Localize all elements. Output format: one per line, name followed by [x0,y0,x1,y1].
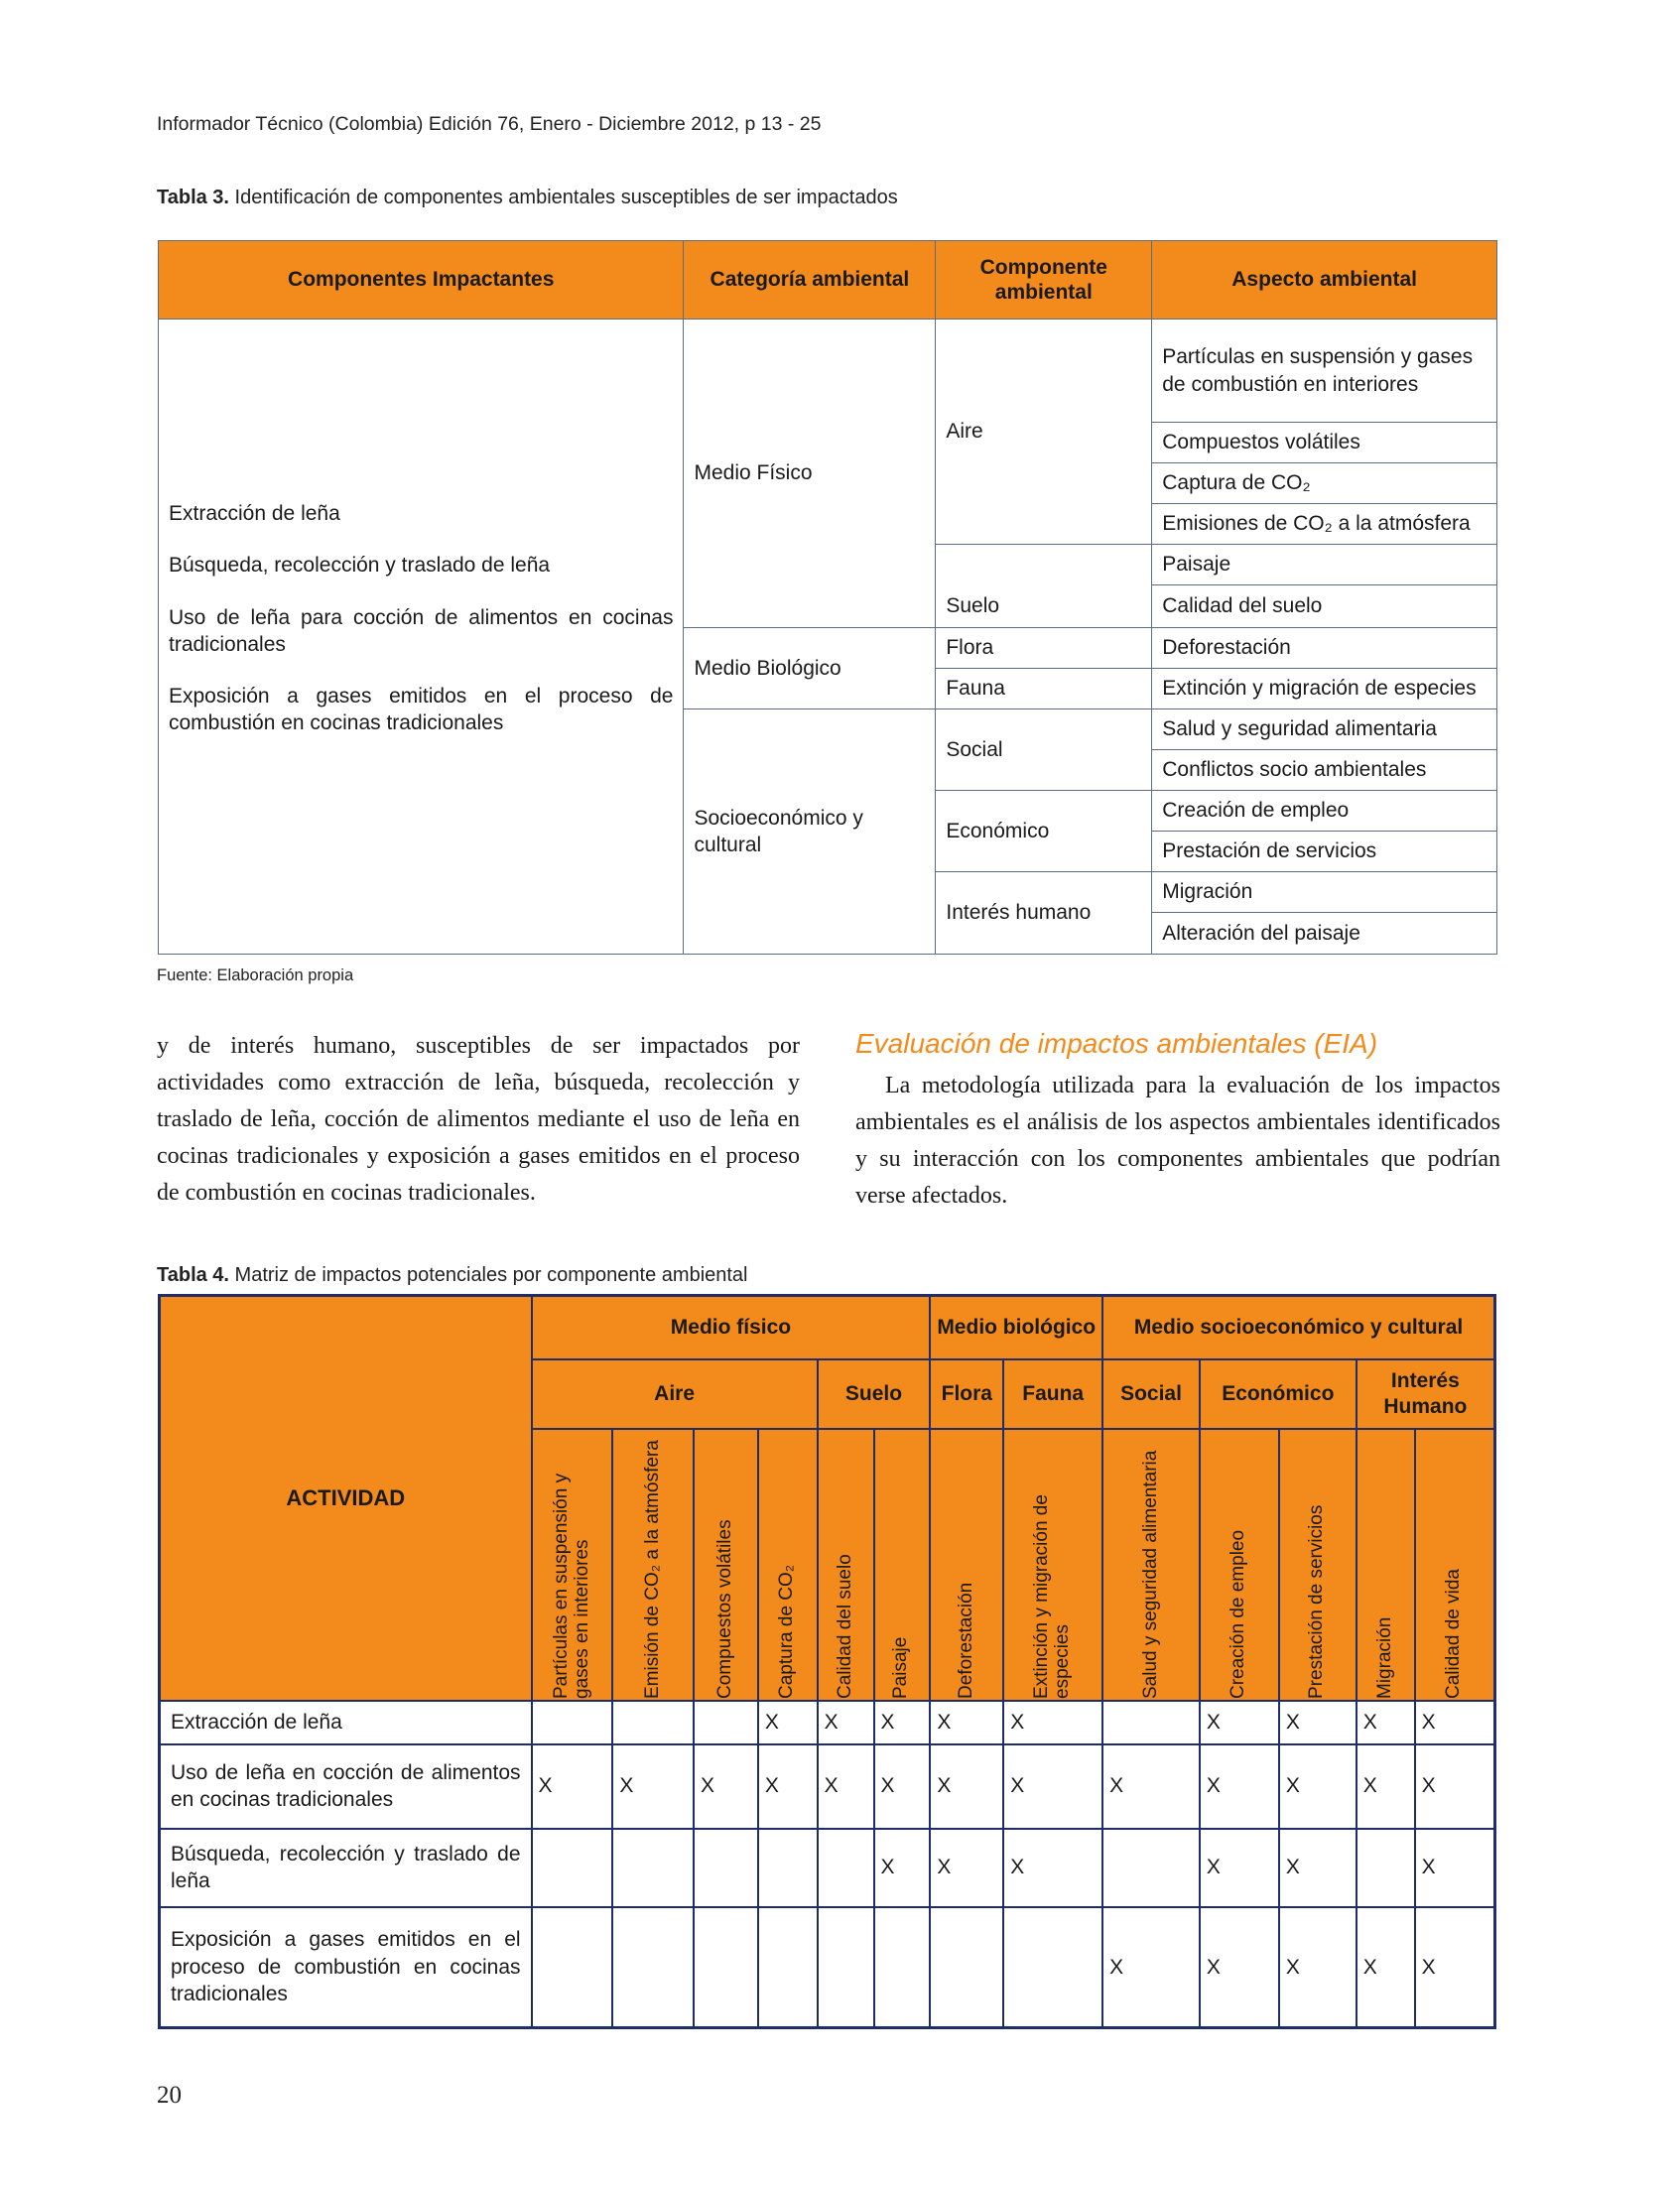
t4-mark-cell [612,1829,694,1907]
t4-column-header [1102,1429,1200,1701]
t3-activity: Uso de leña para cocción de alimentos en cocinas tradicionales [169,605,674,656]
t4-mark-cell [532,1701,613,1744]
t4-activity-cell: Búsqueda, recolección y traslado de leña [160,1829,532,1907]
t4-mark-cell: X [1003,1701,1102,1744]
t4-mark-cell: X [1357,1744,1415,1829]
t4-mark-cell [1357,1829,1415,1907]
t4-subgroup-header: Aire [532,1359,818,1429]
t4-column-header [1003,1429,1102,1701]
table3-header-row [159,241,1497,320]
t4-activity-cell: Exposición a gases emitidos en el proceso de combustión en cocinas tradicionales [160,1907,532,2028]
t4-column-header [1415,1429,1495,1701]
t4-mark-cell: X [1200,1744,1279,1829]
section-heading: Evaluación de impactos ambientales (EIA) [855,1028,1378,1059]
t4-column-label: Paisaje [890,1636,912,1699]
t4-column-label: Emisión de CO₂ a la atmósfera [641,1439,663,1699]
t4-mark-cell: X [694,1744,758,1829]
t4-subgroup-header: Suelo [818,1359,931,1429]
t3-category: Medio Físico [684,320,936,628]
t4-column-header [1200,1429,1279,1701]
t3-activity: Búsqueda, recolección y traslado de leña [169,554,551,578]
t4-mark-cell: X [532,1744,613,1829]
t4-subgroup-header: Económico [1200,1359,1357,1429]
t4-column-header [1357,1429,1415,1701]
t4-mark-cell [874,1907,931,2028]
t4-mark-cell: X [1003,1744,1102,1829]
t3-aspect: Extinción y migración de especies [1152,669,1497,709]
t3-aspect: Conflictos socio ambientales [1152,750,1497,791]
t4-column-label: Calidad del suelo [834,1553,855,1699]
t3-aspect: Partículas en suspensión y gases de combustión en interiores [1152,320,1497,423]
t4-mark-cell [612,1701,694,1744]
t3-component: Fauna [936,669,1152,709]
t4-mark-cell [532,1829,613,1907]
t4-mark-cell: X [1415,1907,1495,2028]
t4-mark-cell: X [930,1744,1003,1829]
t4-column-label: Migración [1373,1616,1395,1699]
t4-mark-cell: X [874,1744,931,1829]
t4-mark-cell [694,1907,758,2028]
table3-caption [157,187,898,209]
t3-category: Socioeconómico y cultural [684,709,936,955]
t4-mark-cell [612,1907,694,2028]
t4-mark-cell: X [612,1744,694,1829]
t4-group-header: Medio socioeconómico y cultural [1102,1296,1494,1359]
t4-column-label: Calidad de vida [1443,1568,1465,1699]
t4-mark-cell: X [1279,1701,1357,1744]
table3 [158,240,1497,955]
t3-component: Interés humano [936,872,1152,955]
t4-activity-header: ACTIVIDAD [160,1296,532,1701]
left-paragraph: y de interés humano, susceptibles de ser impactados por actividades como extracción de leña, búsqueda, recolección y traslado de leña, cocción de alimentos mediante el uso de leña en cocinas tradicionales y exposición a gases emitidos en el proceso de combustión en cocinas tradicionales. [157,1033,800,1206]
t4-mark-cell: X [1200,1829,1279,1907]
t4-column-label: Captura de CO₂ [776,1564,798,1699]
table-row [160,1907,1495,2028]
table-row [160,1829,1495,1907]
t4-mark-cell [1102,1701,1200,1744]
t4-mark-cell: X [1200,1907,1279,2028]
t4-column-header [758,1429,818,1701]
t3-component: Flora [936,628,1152,669]
t3-header-cell: Componente ambiental [936,241,1152,320]
t4-mark-cell: X [818,1701,874,1744]
t3-category: Medio Biológico [684,628,936,709]
t3-activities-cell [159,320,684,955]
t4-mark-cell [694,1829,758,1907]
t4-mark-cell [532,1907,613,2028]
t4-mark-cell [930,1907,1003,2028]
t4-mark-cell [758,1829,818,1907]
running-head: Informador Técnico (Colombia) Edición 76, Enero - Diciembre 2012, p 13 - 25 [157,113,822,135]
t4-mark-cell: X [758,1701,818,1744]
t4-column-label: Extinción y migración de especies [1031,1493,1074,1699]
t3-aspect: Creación de empleo [1152,791,1497,832]
t4-activity-cell: Uso de leña en cocción de alimentos en cocinas tradicionales [160,1744,532,1829]
t4-column-header [612,1429,694,1701]
t3-aspect: Salud y seguridad alimentaria [1152,709,1497,750]
t4-mark-cell: X [874,1701,931,1744]
table-row [160,1701,1495,1744]
table4 [158,1294,1496,2029]
table3-caption-label: Tabla 3. [157,187,229,208]
t3-aspect: Paisaje [1152,545,1497,585]
t4-mark-cell [1102,1829,1200,1907]
t4-mark-cell: X [930,1701,1003,1744]
t3-aspect: Prestación de servicios [1152,832,1497,872]
table4-group-row [160,1296,1495,1359]
t3-activity: Extracción de leña [169,502,340,525]
t4-mark-cell: X [818,1744,874,1829]
t3-aspect: Captura de CO₂ [1152,463,1497,504]
t3-header-cell: Aspecto ambiental [1152,241,1497,320]
t4-mark-cell [818,1829,874,1907]
t3-component: Suelo [936,545,1152,628]
t4-mark-cell: X [758,1744,818,1829]
t3-aspect: Compuestos volátiles [1152,423,1497,463]
t3-activity: Exposición a gases emitidos en el proceso de combustión en cocinas tradicionales [169,685,674,735]
t4-mark-cell: X [1279,1907,1357,2028]
table4-caption-label: Tabla 4. [157,1264,229,1286]
table4-body [160,1701,1495,2028]
t3-aspect: Alteración del paisaje [1152,913,1497,955]
t4-column-label: Salud y seguridad alimentaria [1139,1450,1161,1699]
t4-column-header [874,1429,931,1701]
t3-component: Económico [936,791,1152,872]
t4-mark-cell: X [874,1829,931,1907]
section-paragraph [855,1068,1500,1215]
t4-mark-cell [818,1907,874,2028]
t3-component: Social [936,709,1152,791]
table-row [160,1744,1495,1829]
t4-group-header: Medio físico [532,1296,931,1359]
table4-caption [157,1264,748,1287]
t4-column-label: Deforestación [955,1582,976,1699]
t4-mark-cell: X [1415,1744,1495,1829]
table3-caption-text: Identificación de componentes ambientales susceptibles de ser impactados [229,187,898,208]
page-number: 20 [157,2082,182,2109]
t4-mark-cell: X [1102,1744,1200,1829]
t4-column-header [930,1429,1003,1701]
table3-source: Fuente: Elaboración propia [157,966,354,984]
t4-subgroup-header: Fauna [1003,1359,1102,1429]
t4-column-label: Compuestos volátiles [714,1518,735,1699]
t4-group-header: Medio biológico [930,1296,1102,1359]
t4-column-label: Creación de empleo [1228,1529,1249,1699]
t4-subgroup-header: Flora [930,1359,1003,1429]
t4-mark-cell: X [1003,1829,1102,1907]
t4-mark-cell: X [1415,1829,1495,1907]
t4-column-header [532,1429,613,1701]
t4-mark-cell [1003,1907,1102,2028]
t4-mark-cell: X [1279,1829,1357,1907]
t4-column-header [694,1429,758,1701]
t4-subgroup-header: Interés Humano [1357,1359,1495,1429]
t3-header-cell: Componentes Impactantes [159,241,684,320]
t4-mark-cell: X [1415,1701,1495,1744]
t3-component: Aire [936,320,1152,545]
t3-aspect: Calidad del suelo [1152,585,1497,628]
t3-aspect: Emisiones de CO₂ a la atmósfera [1152,504,1497,545]
table4-caption-text: Matriz de impactos potenciales por componente ambiental [229,1264,748,1286]
t4-mark-cell: X [1279,1744,1357,1829]
t4-mark-cell [694,1701,758,1744]
t4-column-label: Partículas en suspensión y gases en interiores [550,1473,592,1699]
t4-mark-cell: X [1357,1701,1415,1744]
t3-aspect: Migración [1152,872,1497,913]
t3-header-cell: Categoría ambiental [684,241,936,320]
t4-column-label: Prestación de servicios [1306,1504,1328,1699]
t4-subgroup-header: Social [1102,1359,1200,1429]
t4-mark-cell: X [1200,1701,1279,1744]
t4-mark-cell [758,1907,818,2028]
t4-column-header [818,1429,874,1701]
t4-mark-cell: X [930,1829,1003,1907]
t4-column-header [1279,1429,1357,1701]
t3-aspect: Deforestación [1152,628,1497,669]
section-paragraph-text: La metodología utilizada para la evaluación de los impactos ambientales es el análisis de los aspectos ambientales identificados y su interacción con los componentes ambientales que podrían verse afectados. [855,1073,1500,1209]
t4-mark-cell: X [1357,1907,1415,2028]
t4-activity-cell: Extracción de leña [160,1701,532,1744]
t4-mark-cell: X [1102,1907,1200,2028]
